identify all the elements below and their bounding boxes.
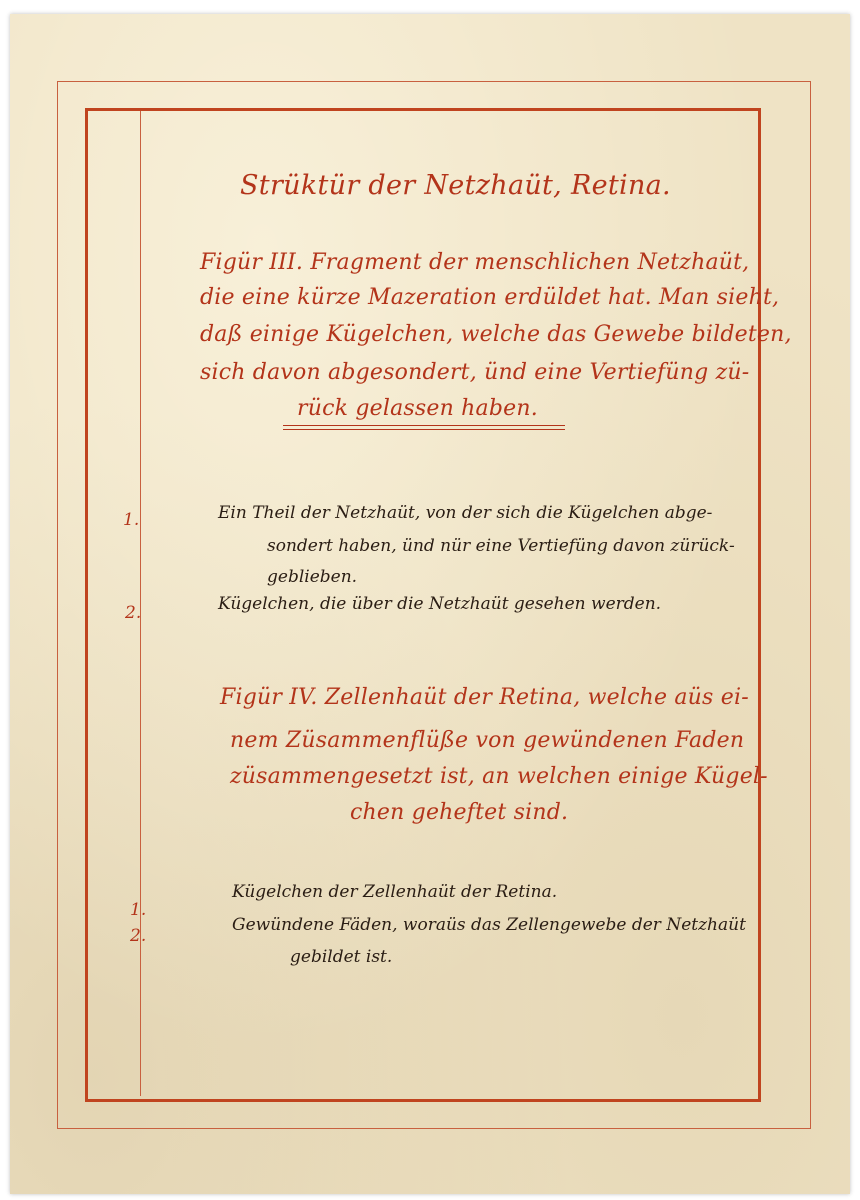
title-main: Strüktür der Netzhaüt,: [240, 170, 563, 201]
figure4-line-4: chen geheftet sind.: [350, 800, 569, 825]
figure3-line-5: rück gelassen haben.: [297, 396, 538, 421]
figure4-line-2: nem Züsammenflüße von gewündenen Faden: [230, 728, 745, 753]
fig4-item-1-line-1: Kügelchen der Zellenhaüt der Retina.: [232, 882, 558, 902]
fig3-item-1-number: 1.: [123, 510, 140, 530]
title-latin: Retina.: [570, 170, 671, 201]
fig4-item-2-line-2: gebildet ist.: [290, 947, 393, 967]
fig4-item-2-number: 2.: [130, 926, 147, 946]
fig3-item-2-line-1: Kügelchen, die über die Netzhaüt gesehen werden.: [218, 594, 662, 614]
fig3-item-1-line-3: geblieben.: [267, 567, 358, 587]
figure4-line-3: züsammengesetzt ist, an welchen einige Kügel-: [230, 764, 768, 789]
fig3-item-2-number: 2.: [125, 603, 142, 623]
fig3-item-1-line-2: sondert haben, ünd nür eine Vertiefüng davon zürück-: [267, 536, 735, 556]
figure3-line-4: sich davon abgesondert, ünd eine Vertiefüng zü-: [200, 360, 750, 385]
figure4-line-1: Figür IV. Zellenhaüt der Retina, welche aüs ei-: [220, 685, 749, 710]
fig4-item-2-line-1: Gewündene Fäden, woraüs das Zellengewebe der Netzhaüt: [232, 915, 746, 935]
figure3-line-1: Figür III. Fragment der menschlichen Netzhaüt,: [200, 250, 750, 275]
fig3-item-1-line-1: Ein Theil der Netzhaüt, von der sich die Kügelchen abge-: [218, 503, 713, 523]
page-title: [240, 170, 671, 201]
fig4-item-1-number: 1.: [130, 900, 147, 920]
figure3-line-3: daß einige Kügelchen, welche das Gewebe bildeten,: [200, 322, 792, 347]
figure3-underline: [283, 425, 565, 426]
figure3-underline-second: [283, 429, 565, 430]
figure3-line-2: die eine kürze Mazeration erdüldet hat. Man sieht,: [200, 285, 780, 310]
